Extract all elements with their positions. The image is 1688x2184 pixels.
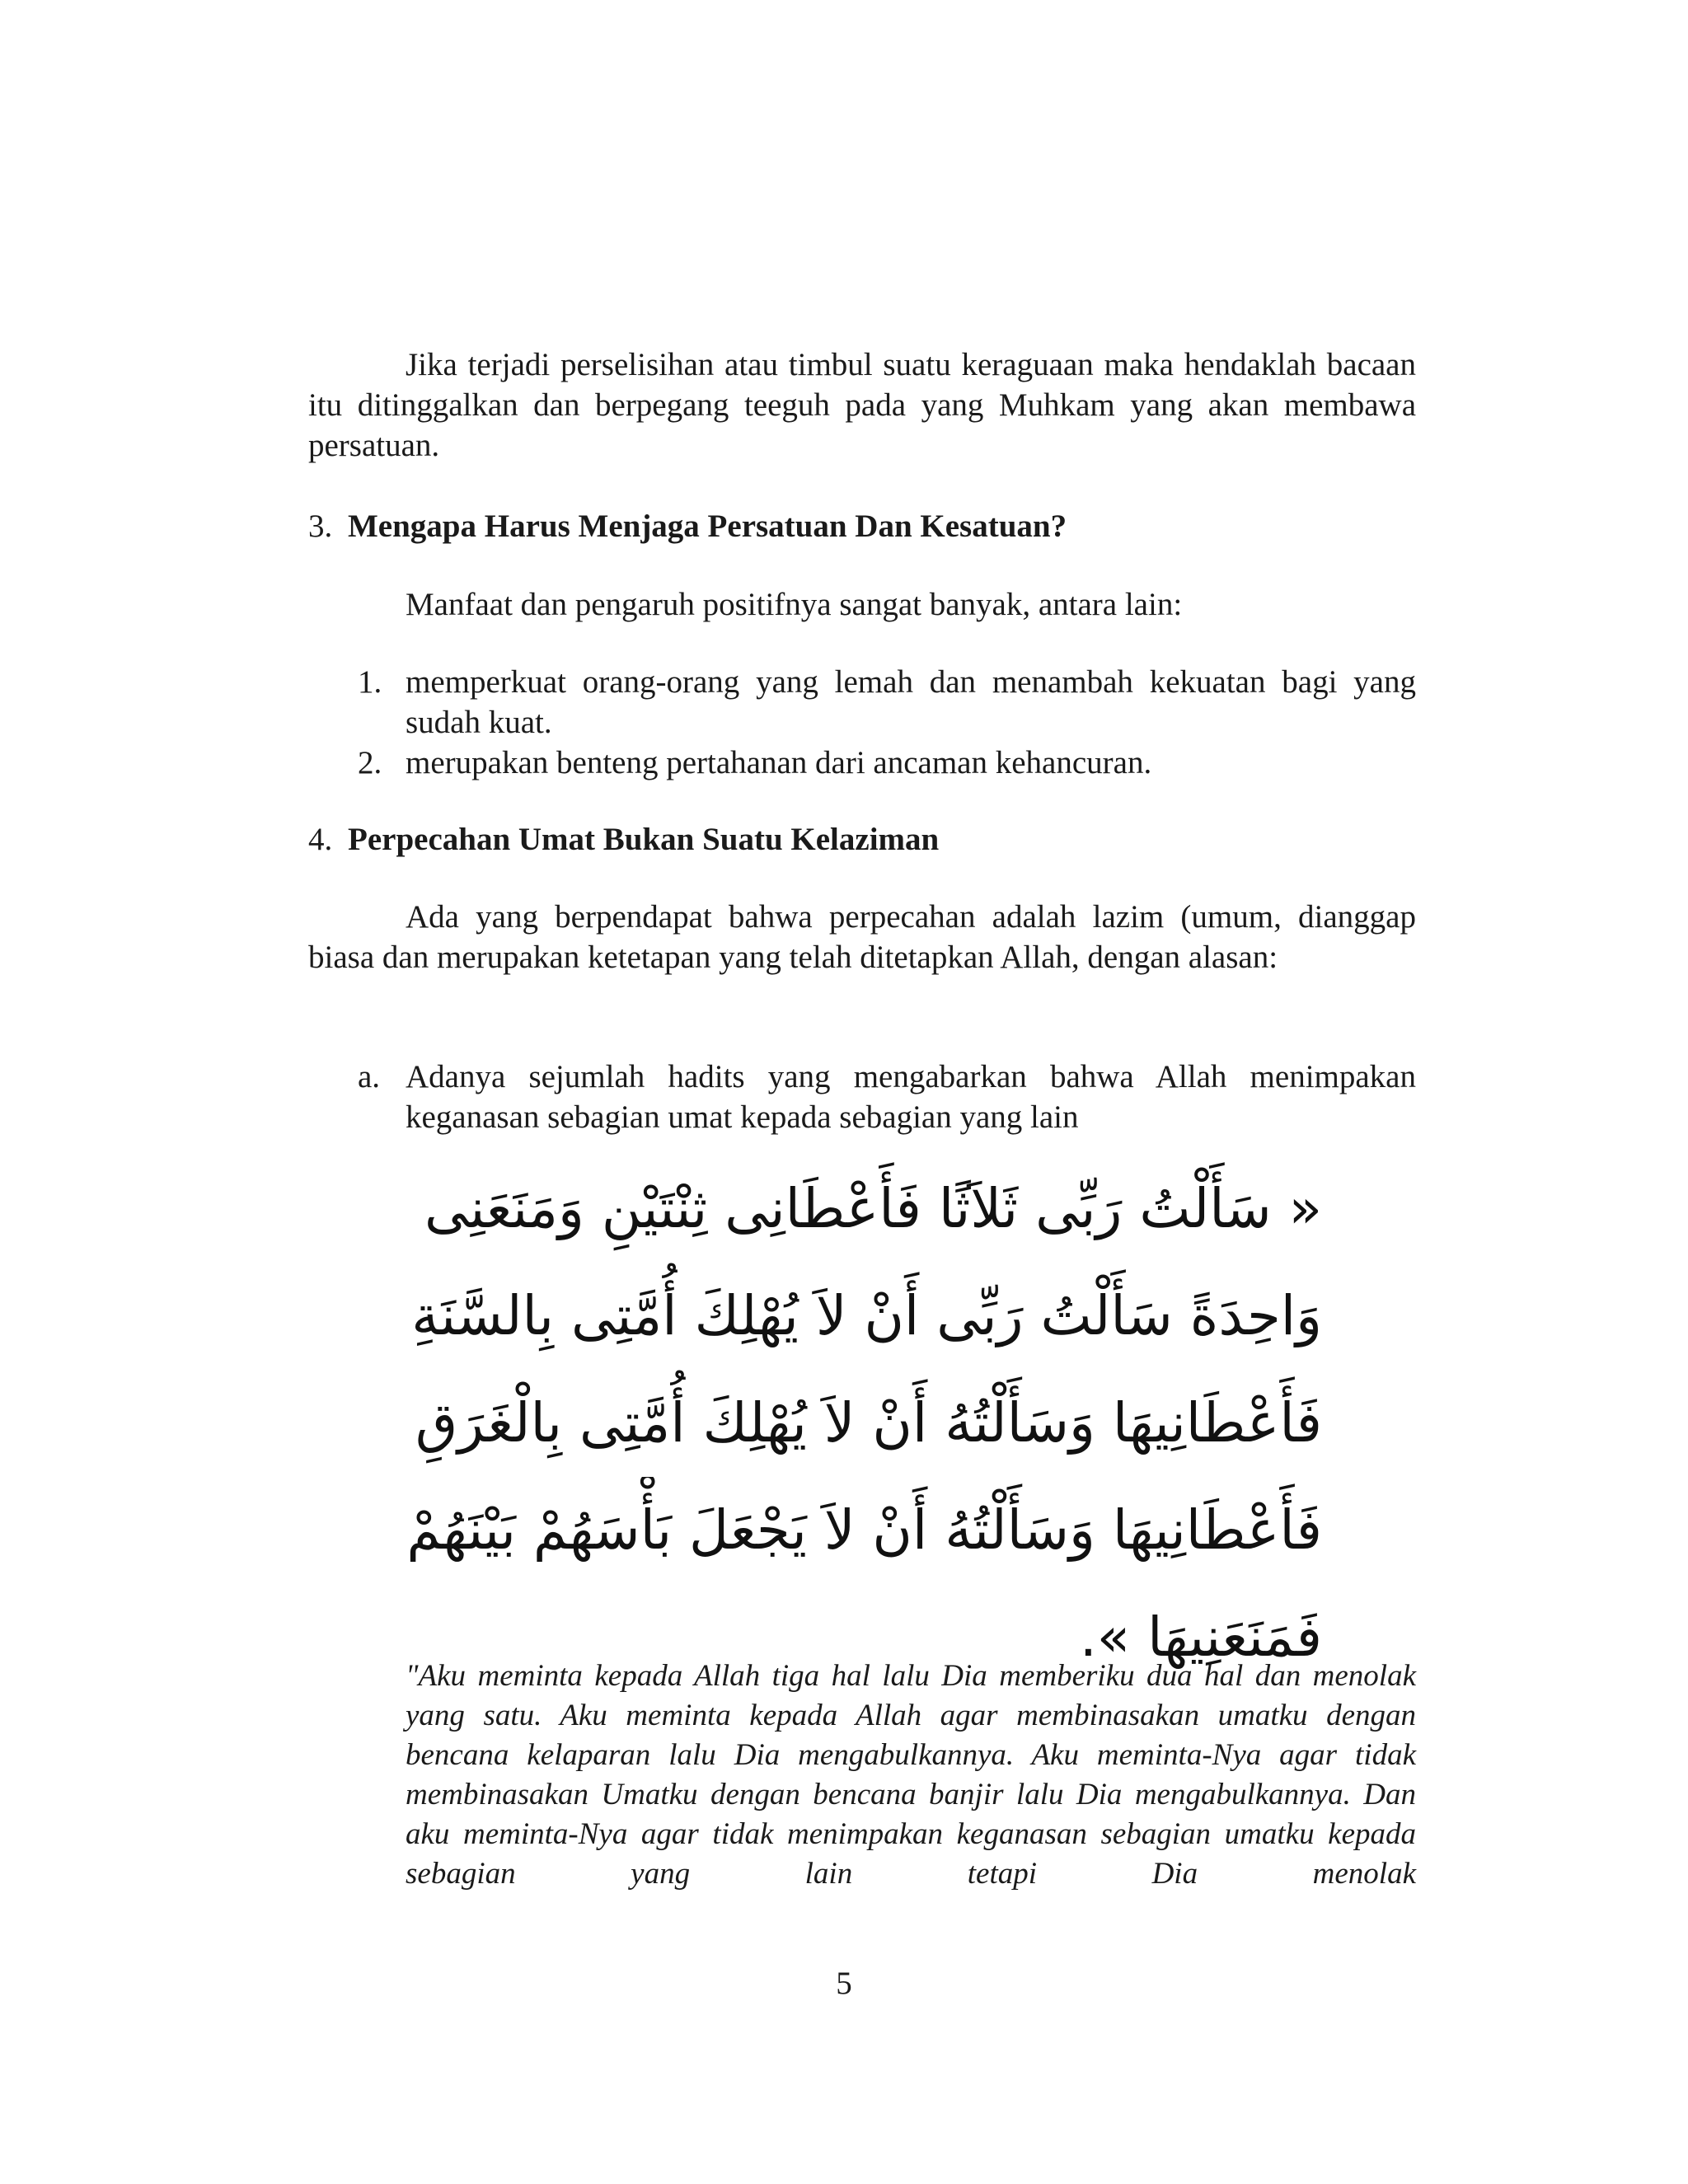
- section-3-number: 3.: [308, 509, 333, 544]
- section-4-heading: [308, 819, 939, 860]
- list-item-text: merupakan benteng pertahanan dari ancaman kehancuran.: [406, 745, 1152, 780]
- arabic-line: وَاحِدَةً سَأَلْتُ رَبِّى أَنْ لاَ يُهْلِكَ أُمَّتِى بِالسَّنَةِ: [411, 1284, 1322, 1347]
- section-4-lead: Ada yang berpendapat bahwa perpecahan adalah lazim (umum, dianggap biasa dan merupakan ketetapan yang telah ditetapkan Allah, dengan alasan:: [308, 899, 1416, 975]
- arabic-line: فَأَعْطَانِيهَا وَسَأَلْتُهُ أَنْ لاَ يُهْلِكَ أُمَّتِى بِالْغَرَقِ: [415, 1391, 1322, 1455]
- hadith-arabic-text: [308, 1155, 1322, 1691]
- hadith-translation: "Aku meminta kepada Allah tiga hal lalu Dia memberiku dua hal dan menolak yang satu. Aku meminta kepada Allah agar membinasakan umatku dengan bencana kelaparan lalu Dia mengabulkannya. Aku meminta-Nya agar tidak membinasakan Umatku dengan bencana banjir lalu Dia mengabulkannya. Dan aku meminta-Nya agar tidak menimpakan keganasan sebagian umatku kepada sebagian yang lain tetapi Dia menolak: [406, 1659, 1416, 1891]
- list-marker: 2.: [358, 745, 382, 780]
- list-item-text: memperkuat orang-orang yang lemah dan menambah kekuatan bagi yang sudah kuat.: [406, 664, 1416, 740]
- list-item-text: Adanya sejumlah hadits yang mengabarkan bahwa Allah menimpakan keganasan sebagian umat kepada sebagian yang lain: [406, 1059, 1416, 1135]
- list-item: [358, 662, 1416, 743]
- list-marker: a.: [358, 1059, 381, 1094]
- section-4-number: 4.: [308, 822, 333, 857]
- page-number: 5: [836, 1966, 852, 2001]
- arabic-line: فَأَعْطَانِيهَا وَسَأَلْتُهُ أَنْ لاَ يَجْعَلَ بَأْسَهُمْ بَيْنَهُمْ: [406, 1498, 1322, 1562]
- arabic-line: « سَأَلْتُ رَبِّى ثَلاَثًا فَأَعْطَانِى ثِنْتَيْنِ وَمَنَعَنِى: [424, 1177, 1322, 1240]
- arabic-line: فَمَنَعَنِيهَا ».‏: [1079, 1605, 1322, 1669]
- section-3-heading: [308, 506, 1067, 546]
- section-3-title: Mengapa Harus Menjaga Persatuan Dan Kesatuan?: [348, 509, 1067, 544]
- list-marker: 1.: [358, 664, 382, 700]
- section-4-title: Perpecahan Umat Bukan Suatu Kelaziman: [348, 822, 940, 857]
- list-item: [358, 743, 1416, 783]
- section-3-lead: Manfaat dan pengaruh positifnya sangat banyak, antara lain:: [406, 587, 1183, 622]
- list-item: [358, 1057, 1416, 1137]
- intro-paragraph: Jika terjadi perselisihan atau timbul suatu keraguaan maka hendaklah bacaan itu ditinggalkan dan berpegang teeguh pada yang Muhkam yang akan membawa persatuan.: [308, 347, 1416, 463]
